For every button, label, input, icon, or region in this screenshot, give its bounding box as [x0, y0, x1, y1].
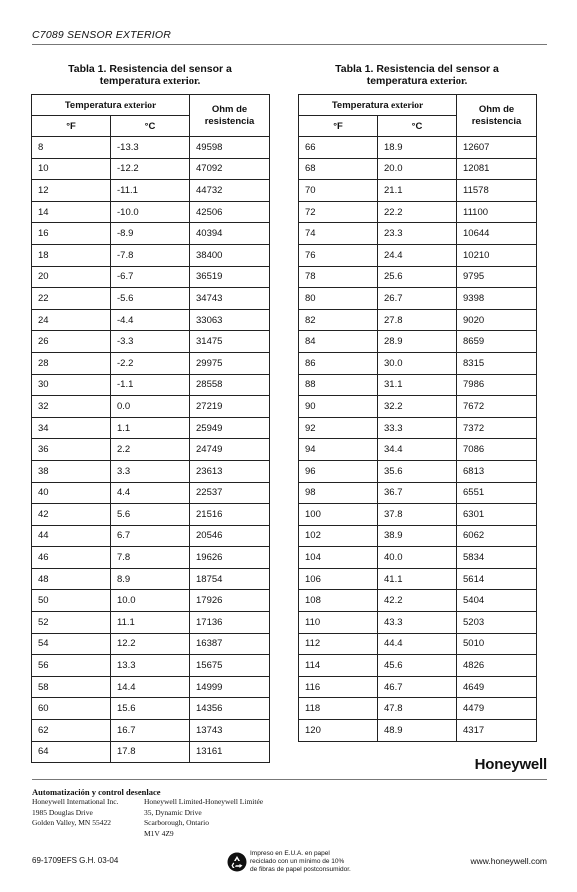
resistance-cell: 5614	[457, 568, 537, 590]
celsius-cell: 34.4	[378, 439, 457, 461]
table-row	[32, 137, 270, 159]
header-divider	[32, 44, 547, 45]
resistance-cell: 9795	[457, 266, 537, 288]
celsius-cell: 40.0	[378, 547, 457, 569]
celsius-cell: -1.1	[111, 374, 190, 396]
celsius-cell: 46.7	[378, 676, 457, 698]
celsius-cell: -13.3	[111, 137, 190, 159]
table-row	[299, 655, 537, 677]
resistance-cell: 8659	[457, 331, 537, 353]
fahrenheit-cell: 44	[32, 525, 111, 547]
celsius-cell: 14.4	[111, 676, 190, 698]
celsius-cell: -10.0	[111, 201, 190, 223]
table-title	[31, 63, 269, 88]
fahrenheit-cell: 112	[299, 633, 378, 655]
table-row	[299, 288, 537, 310]
resistance-cell: 21516	[190, 504, 270, 526]
celsius-cell: 32.2	[378, 396, 457, 418]
resistance-cell: 42506	[190, 201, 270, 223]
fahrenheit-cell: 22	[32, 288, 111, 310]
resistance-cell: 13161	[190, 741, 270, 763]
celsius-cell: 17.8	[111, 741, 190, 763]
resistance-cell: 19626	[190, 547, 270, 569]
table-row	[299, 720, 537, 742]
fahrenheit-cell: 118	[299, 698, 378, 720]
fahrenheit-cell: 86	[299, 352, 378, 374]
fahrenheit-cell: 92	[299, 417, 378, 439]
fahrenheit-cell: 54	[32, 633, 111, 655]
table-row	[32, 309, 270, 331]
resistance-cell: 33063	[190, 309, 270, 331]
celsius-cell: -12.2	[111, 158, 190, 180]
resistance-cell: 14356	[190, 698, 270, 720]
recycled-paper-note: Impreso en E.U.A. en papel reciclado con un mínimo de 10% de fibras de papel postconsumidor.	[250, 850, 351, 873]
fahrenheit-cell: 90	[299, 396, 378, 418]
celsius-cell: 33.3	[378, 417, 457, 439]
table-row	[32, 655, 270, 677]
celsius-cell: -3.3	[111, 331, 190, 353]
resistance-cell: 40394	[190, 223, 270, 245]
fahrenheit-cell: 72	[299, 201, 378, 223]
celsius-cell: 7.8	[111, 547, 190, 569]
fahrenheit-cell: 74	[299, 223, 378, 245]
celsius-cell: 13.3	[111, 655, 190, 677]
fahrenheit-cell: 102	[299, 525, 378, 547]
resistance-cell: 7372	[457, 417, 537, 439]
table-row	[32, 223, 270, 245]
resistance-cell: 5010	[457, 633, 537, 655]
celsius-cell: 44.4	[378, 633, 457, 655]
table-row	[32, 439, 270, 461]
document-header-title: C7089 SENSOR EXTERIOR	[32, 29, 171, 41]
resistance-cell: 23613	[190, 460, 270, 482]
celsius-cell: -7.8	[111, 244, 190, 266]
table-row	[32, 633, 270, 655]
table-row	[32, 201, 270, 223]
resistance-cell: 4479	[457, 698, 537, 720]
table-row	[32, 352, 270, 374]
fahrenheit-cell: 100	[299, 504, 378, 526]
table-row	[299, 396, 537, 418]
table-row	[32, 568, 270, 590]
ohm-column-header: Ohm de resistencia	[190, 95, 270, 137]
resistance-cell: 34743	[190, 288, 270, 310]
table-title-line1: Tabla 1. Resistencia del sensor a	[68, 63, 232, 75]
fahrenheit-cell: 76	[299, 244, 378, 266]
resistance-table-right	[298, 63, 536, 742]
fahrenheit-cell: 82	[299, 309, 378, 331]
resistance-cell: 7672	[457, 396, 537, 418]
celsius-cell: 18.9	[378, 137, 457, 159]
resistance-cell: 8315	[457, 352, 537, 374]
recycle-icon	[227, 852, 247, 872]
fahrenheit-cell: 62	[32, 720, 111, 742]
table-title-line2-serif: exterior.	[160, 76, 201, 87]
celsius-cell: 16.7	[111, 720, 190, 742]
resistance-cell: 6551	[457, 482, 537, 504]
resistance-cell: 13743	[190, 720, 270, 742]
table-row	[299, 676, 537, 698]
celsius-cell: 36.7	[378, 482, 457, 504]
fahrenheit-cell: 20	[32, 266, 111, 288]
resistance-cell: 6813	[457, 460, 537, 482]
table-row	[32, 504, 270, 526]
resistance-cell: 38400	[190, 244, 270, 266]
resistance-cell: 5203	[457, 612, 537, 634]
celsius-cell: 41.1	[378, 568, 457, 590]
celsius-cell: -5.6	[111, 288, 190, 310]
table-row	[299, 417, 537, 439]
fahrenheit-cell: 32	[32, 396, 111, 418]
table-title-line2: temperatura	[366, 75, 428, 87]
table-row	[32, 720, 270, 742]
celsius-cell: 26.7	[378, 288, 457, 310]
fahrenheit-cell: 60	[32, 698, 111, 720]
resistance-cell: 24749	[190, 439, 270, 461]
resistance-cell: 44732	[190, 180, 270, 202]
resistance-cell: 16387	[190, 633, 270, 655]
resistance-cell: 31475	[190, 331, 270, 353]
fahrenheit-cell: 68	[299, 158, 378, 180]
table-row	[299, 309, 537, 331]
table-row	[299, 439, 537, 461]
celsius-cell: 38.9	[378, 525, 457, 547]
table-row	[299, 223, 537, 245]
celsius-cell: 37.8	[378, 504, 457, 526]
fahrenheit-cell: 108	[299, 590, 378, 612]
address-canada: Honeywell Limited-Honeywell Limitée 35, Dynamic Drive Scarborough, Ontario M1V 4Z9	[144, 797, 264, 838]
fahrenheit-cell: 58	[32, 676, 111, 698]
table-row	[32, 331, 270, 353]
table-row	[299, 244, 537, 266]
table-row	[32, 482, 270, 504]
table-row	[32, 180, 270, 202]
resistance-cell: 17926	[190, 590, 270, 612]
celsius-cell: -6.7	[111, 266, 190, 288]
fahrenheit-cell: 26	[32, 331, 111, 353]
fahrenheit-cell: 70	[299, 180, 378, 202]
celsius-cell: -8.9	[111, 223, 190, 245]
resistance-cell: 12081	[457, 158, 537, 180]
fahrenheit-cell: 12	[32, 180, 111, 202]
table-row	[299, 374, 537, 396]
fahrenheit-column-header: °F	[32, 116, 111, 137]
celsius-column-header: °C	[378, 116, 457, 137]
table-row	[299, 504, 537, 526]
fahrenheit-cell: 56	[32, 655, 111, 677]
resistance-cell: 9020	[457, 309, 537, 331]
celsius-cell: 30.0	[378, 352, 457, 374]
celsius-cell: 23.3	[378, 223, 457, 245]
fahrenheit-cell: 30	[32, 374, 111, 396]
celsius-cell: 0.0	[111, 396, 190, 418]
fahrenheit-cell: 96	[299, 460, 378, 482]
fahrenheit-cell: 18	[32, 244, 111, 266]
celsius-cell: 3.3	[111, 460, 190, 482]
resistance-cell: 5404	[457, 590, 537, 612]
table-row	[299, 331, 537, 353]
resistance-cell: 4826	[457, 655, 537, 677]
resistance-cell: 6062	[457, 525, 537, 547]
table-row	[32, 547, 270, 569]
fahrenheit-cell: 40	[32, 482, 111, 504]
fahrenheit-cell: 42	[32, 504, 111, 526]
celsius-cell: 12.2	[111, 633, 190, 655]
fahrenheit-cell: 28	[32, 352, 111, 374]
celsius-cell: 43.3	[378, 612, 457, 634]
table-row	[299, 352, 537, 374]
resistance-cell: 14999	[190, 676, 270, 698]
celsius-cell: 10.0	[111, 590, 190, 612]
resistance-cell: 29975	[190, 352, 270, 374]
fahrenheit-cell: 48	[32, 568, 111, 590]
table-title-line1: Tabla 1. Resistencia del sensor a	[335, 63, 499, 75]
table-row	[299, 547, 537, 569]
resistance-cell: 49598	[190, 137, 270, 159]
celsius-cell: -11.1	[111, 180, 190, 202]
table-row	[32, 374, 270, 396]
resistance-cell: 6301	[457, 504, 537, 526]
resistance-cell: 4317	[457, 720, 537, 742]
fahrenheit-cell: 78	[299, 266, 378, 288]
fahrenheit-cell: 36	[32, 439, 111, 461]
footer-divider	[32, 779, 547, 780]
document-number: 69-1709EFS G.H. 03-04	[32, 856, 119, 865]
table-row	[32, 460, 270, 482]
resistance-table	[298, 94, 537, 742]
resistance-cell: 5834	[457, 547, 537, 569]
fahrenheit-cell: 24	[32, 309, 111, 331]
fahrenheit-cell: 94	[299, 439, 378, 461]
resistance-cell: 22537	[190, 482, 270, 504]
fahrenheit-cell: 116	[299, 676, 378, 698]
resistance-cell: 7086	[457, 439, 537, 461]
fahrenheit-cell: 8	[32, 137, 111, 159]
table-row	[299, 266, 537, 288]
table-row	[299, 568, 537, 590]
ohm-column-header: Ohm de resistencia	[457, 95, 537, 137]
address-us: Honeywell International Inc. 1985 Douglas Drive Golden Valley, MN 55422	[32, 797, 119, 827]
table-row	[299, 158, 537, 180]
resistance-cell: 7986	[457, 374, 537, 396]
celsius-cell: 25.6	[378, 266, 457, 288]
table-row	[32, 590, 270, 612]
celsius-cell: 4.4	[111, 482, 190, 504]
table-row	[299, 633, 537, 655]
fahrenheit-cell: 52	[32, 612, 111, 634]
celsius-cell: 42.2	[378, 590, 457, 612]
table-row	[299, 525, 537, 547]
table-row	[32, 266, 270, 288]
celsius-cell: 6.7	[111, 525, 190, 547]
resistance-cell: 27219	[190, 396, 270, 418]
table-title-line2-serif: exterior.	[427, 76, 468, 87]
table-row	[32, 612, 270, 634]
celsius-cell: 21.1	[378, 180, 457, 202]
resistance-cell: 18754	[190, 568, 270, 590]
resistance-cell: 20546	[190, 525, 270, 547]
celsius-cell: -4.4	[111, 309, 190, 331]
celsius-column-header: °C	[111, 116, 190, 137]
resistance-cell: 28558	[190, 374, 270, 396]
resistance-cell: 25949	[190, 417, 270, 439]
table-row	[32, 525, 270, 547]
fahrenheit-cell: 34	[32, 417, 111, 439]
resistance-cell: 10210	[457, 244, 537, 266]
website-link[interactable]: www.honeywell.com	[470, 856, 547, 866]
fahrenheit-cell: 38	[32, 460, 111, 482]
celsius-cell: 47.8	[378, 698, 457, 720]
fahrenheit-column-header: °F	[299, 116, 378, 137]
fahrenheit-cell: 114	[299, 655, 378, 677]
fahrenheit-cell: 16	[32, 223, 111, 245]
resistance-cell: 11578	[457, 180, 537, 202]
resistance-cell: 15675	[190, 655, 270, 677]
celsius-cell: 1.1	[111, 417, 190, 439]
celsius-cell: 45.6	[378, 655, 457, 677]
fahrenheit-cell: 50	[32, 590, 111, 612]
celsius-cell: 24.4	[378, 244, 457, 266]
table-title	[298, 63, 536, 88]
celsius-cell: -2.2	[111, 352, 190, 374]
table-row	[299, 460, 537, 482]
fahrenheit-cell: 14	[32, 201, 111, 223]
table-title-line2: temperatura	[99, 75, 161, 87]
fahrenheit-cell: 84	[299, 331, 378, 353]
temperature-group-header: Temperatura exterior	[299, 95, 457, 116]
resistance-cell: 47092	[190, 158, 270, 180]
resistance-cell: 11100	[457, 201, 537, 223]
celsius-cell: 22.2	[378, 201, 457, 223]
fahrenheit-cell: 10	[32, 158, 111, 180]
resistance-cell: 17136	[190, 612, 270, 634]
resistance-cell: 10644	[457, 223, 537, 245]
celsius-cell: 31.1	[378, 374, 457, 396]
fahrenheit-cell: 98	[299, 482, 378, 504]
table-row	[32, 741, 270, 763]
table-row	[299, 590, 537, 612]
fahrenheit-cell: 88	[299, 374, 378, 396]
fahrenheit-cell: 110	[299, 612, 378, 634]
table-row	[299, 137, 537, 159]
table-row	[299, 482, 537, 504]
table-row	[299, 698, 537, 720]
celsius-cell: 11.1	[111, 612, 190, 634]
celsius-cell: 8.9	[111, 568, 190, 590]
resistance-table	[31, 94, 270, 763]
celsius-cell: 5.6	[111, 504, 190, 526]
fahrenheit-cell: 120	[299, 720, 378, 742]
celsius-cell: 20.0	[378, 158, 457, 180]
resistance-cell: 4649	[457, 676, 537, 698]
celsius-cell: 27.8	[378, 309, 457, 331]
table-row	[32, 244, 270, 266]
fahrenheit-cell: 46	[32, 547, 111, 569]
fahrenheit-cell: 66	[299, 137, 378, 159]
table-row	[32, 676, 270, 698]
resistance-table-left	[31, 63, 269, 763]
temperature-group-header: Temperatura exterior	[32, 95, 190, 116]
table-row	[32, 158, 270, 180]
table-row	[32, 698, 270, 720]
table-row	[32, 417, 270, 439]
resistance-cell: 36519	[190, 266, 270, 288]
fahrenheit-cell: 64	[32, 741, 111, 763]
table-row	[32, 288, 270, 310]
celsius-cell: 15.6	[111, 698, 190, 720]
table-row	[299, 180, 537, 202]
celsius-cell: 2.2	[111, 439, 190, 461]
fahrenheit-cell: 106	[299, 568, 378, 590]
table-row	[299, 201, 537, 223]
celsius-cell: 48.9	[378, 720, 457, 742]
honeywell-logo: Honeywell	[474, 756, 547, 773]
fahrenheit-cell: 80	[299, 288, 378, 310]
table-row	[299, 612, 537, 634]
celsius-cell: 28.9	[378, 331, 457, 353]
table-row	[32, 396, 270, 418]
company-title: Automatización y control desenlace	[32, 787, 161, 797]
fahrenheit-cell: 104	[299, 547, 378, 569]
resistance-cell: 12607	[457, 137, 537, 159]
celsius-cell: 35.6	[378, 460, 457, 482]
resistance-cell: 9398	[457, 288, 537, 310]
